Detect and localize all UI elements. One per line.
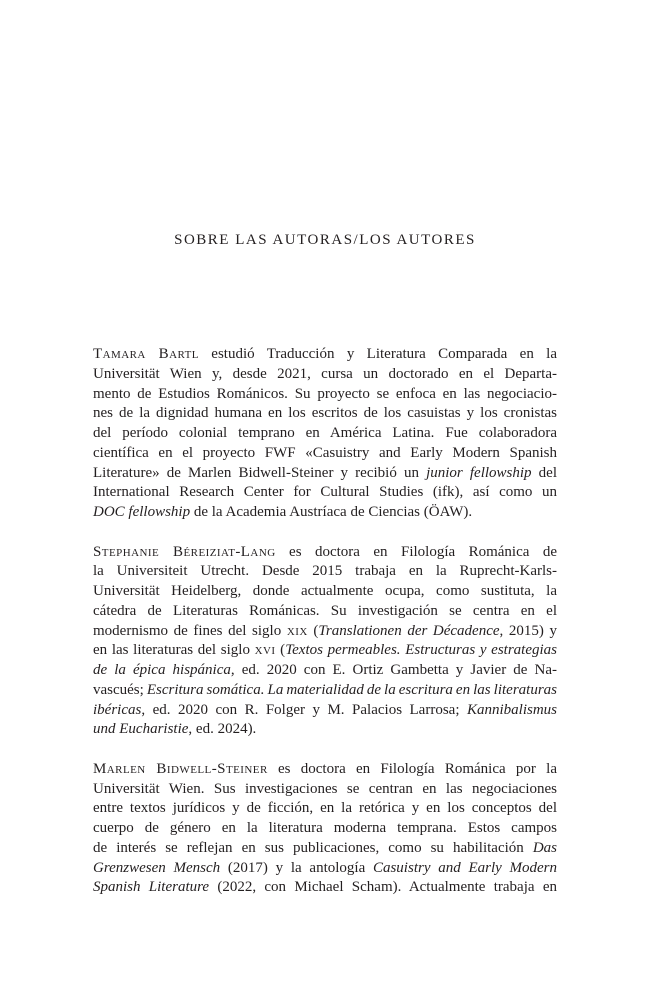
text-line-content xyxy=(93,365,557,385)
author-bios xyxy=(93,345,557,918)
italic-title: Translationen der Décadence xyxy=(318,622,500,639)
text-run: mento de Estudios Románicos. Su proyecto se enfoca en las negociacio- xyxy=(93,385,557,402)
text-line-content xyxy=(93,780,557,800)
author-name: Marlen Bidwell-Steiner xyxy=(93,760,268,777)
text-run: , 2015) y xyxy=(499,622,558,639)
text-line-content xyxy=(93,345,557,365)
text-line-content xyxy=(93,819,557,839)
italic-title: ibéricas xyxy=(93,701,142,718)
text-line xyxy=(93,543,557,563)
text-line xyxy=(93,503,557,523)
text-line xyxy=(93,819,557,839)
text-line xyxy=(93,602,557,622)
text-line xyxy=(93,701,557,721)
text-line xyxy=(93,720,557,740)
text-run: modernismo de fines del siglo xyxy=(93,622,287,639)
text-run: es doctora en Filología Románica por la xyxy=(267,760,557,777)
author-name: Stephanie Béreiziat-Lang xyxy=(93,543,276,560)
text-line xyxy=(93,464,557,484)
text-line-content xyxy=(93,562,557,582)
text-line-content xyxy=(93,661,557,681)
text-run: del xyxy=(531,464,557,481)
text-run: vascués; xyxy=(93,681,147,698)
italic-title: junior fellowship xyxy=(426,464,532,481)
text-line-content xyxy=(93,760,557,780)
italic-title: Grenzwesen Mensch xyxy=(93,859,221,876)
text-line xyxy=(93,622,557,642)
text-line xyxy=(93,780,557,800)
text-run: ( xyxy=(307,622,319,639)
text-line xyxy=(93,385,557,405)
text-run: Universität Wien y, desde 2021, cursa un doctorado en el Departa- xyxy=(93,365,557,382)
text-line-content xyxy=(93,464,557,484)
text-run: entre textos jurídicos y de ficción, en la retórica y en los conceptos del xyxy=(93,800,557,817)
text-run: de la Academia Austríaca de Ciencias (ÖAW). xyxy=(190,504,473,520)
text-run: ( xyxy=(275,642,286,659)
text-line xyxy=(93,582,557,602)
roman-numeral: xix xyxy=(286,622,308,639)
text-run: en las literaturas del siglo xyxy=(93,642,255,659)
italic-title: Casuistry and Early Modern xyxy=(372,859,557,876)
text-line-content xyxy=(93,444,557,464)
text-line-content xyxy=(93,799,557,819)
author-bio xyxy=(93,760,557,898)
text-line xyxy=(93,760,557,780)
text-run: nes de la dignidad humana en los escritos de los casuistas y los cronistas xyxy=(93,405,557,422)
text-run: (2017) y la antología xyxy=(220,859,373,876)
text-line xyxy=(93,483,557,503)
text-line xyxy=(93,839,557,859)
italic-title: Das xyxy=(532,839,557,856)
text-line-content xyxy=(93,622,557,642)
text-run: de interés se reflejan en sus publicaciones, como su habilitación xyxy=(93,839,533,856)
italic-title: DOC fellowship xyxy=(93,504,191,520)
text-line-content xyxy=(93,839,557,859)
author-bio xyxy=(93,345,557,523)
text-line xyxy=(93,799,557,819)
text-line-content xyxy=(93,681,557,701)
roman-numeral: xvi xyxy=(254,642,276,659)
text-run: es doctora en Filología Románica de xyxy=(275,543,557,560)
text-run: International Research Center for Cultural Studies (ifk), así como un xyxy=(93,484,557,501)
author-bio xyxy=(93,543,557,741)
text-run: cátedra de Literaturas Románicas. Su investigación se centra en el xyxy=(93,602,557,619)
text-line xyxy=(93,641,557,661)
text-line-content xyxy=(93,859,557,879)
text-line xyxy=(93,859,557,879)
text-line xyxy=(93,562,557,582)
text-run: estudió Traducción y Literatura Comparada en la xyxy=(198,346,557,362)
text-run: Universität Wien. Sus investigaciones se centran en las negociaciones xyxy=(93,780,557,797)
italic-title: Textos permeables. Estructuras y estrategias xyxy=(285,642,558,659)
text-run: , ed. 2024). xyxy=(188,721,257,738)
text-run: (2022, con Michael Scham). Actualmente trabaja en xyxy=(209,879,557,896)
text-line-content xyxy=(93,483,557,503)
text-run: Universität Heidelberg, donde actualmente ocupa, como sustituta, la xyxy=(93,583,557,599)
italic-title: Spanish Literature xyxy=(93,879,210,896)
text-line xyxy=(93,345,557,365)
text-line-content xyxy=(93,641,557,661)
italic-title: und Eucharistie xyxy=(93,721,189,738)
text-line-content xyxy=(93,424,557,444)
text-run: científica en el proyecto FWF «Casuistry and Early Modern Spanish xyxy=(93,444,557,461)
text-line xyxy=(93,661,557,681)
text-run: cuerpo de género en la literatura moderna temprana. Estos campos xyxy=(93,820,557,836)
text-run: del período colonial temprano en América Latina. Fue colaboradora xyxy=(93,425,557,441)
text-line xyxy=(93,878,557,898)
text-line xyxy=(93,424,557,444)
text-line-content xyxy=(93,404,557,424)
text-run: la Universiteit Utrecht. Desde 2015 trabaja en la Ruprecht-Karls- xyxy=(93,563,557,580)
text-line-content xyxy=(93,543,557,563)
italic-title: Escritura somática. La materialidad de la escritura en las literaturas xyxy=(146,681,557,698)
text-line-content xyxy=(93,878,557,898)
text-line-content xyxy=(93,385,557,405)
text-line xyxy=(93,365,557,385)
italic-title: de la épica hispánica xyxy=(93,662,231,678)
text-run: , ed. 2020 con R. Folger y M. Palacios Larrosa; xyxy=(141,701,467,718)
text-line-content xyxy=(93,602,557,622)
text-run: Literature» de Marlen Bidwell-Steiner y recibió un xyxy=(93,464,427,481)
text-line-content xyxy=(93,720,256,740)
text-line-content xyxy=(93,503,472,523)
author-name: Tamara Bartl xyxy=(93,346,199,362)
section-heading: SOBRE LAS AUTORAS/LOS AUTORES xyxy=(174,232,476,248)
text-line xyxy=(93,444,557,464)
text-line xyxy=(93,681,557,701)
text-line-content xyxy=(93,701,557,721)
text-run: , ed. 2020 con E. Ortiz Gambetta y Javier de Na- xyxy=(230,662,557,678)
italic-title: Kannibalismus xyxy=(466,701,557,718)
text-line xyxy=(93,404,557,424)
text-line-content xyxy=(93,582,557,602)
